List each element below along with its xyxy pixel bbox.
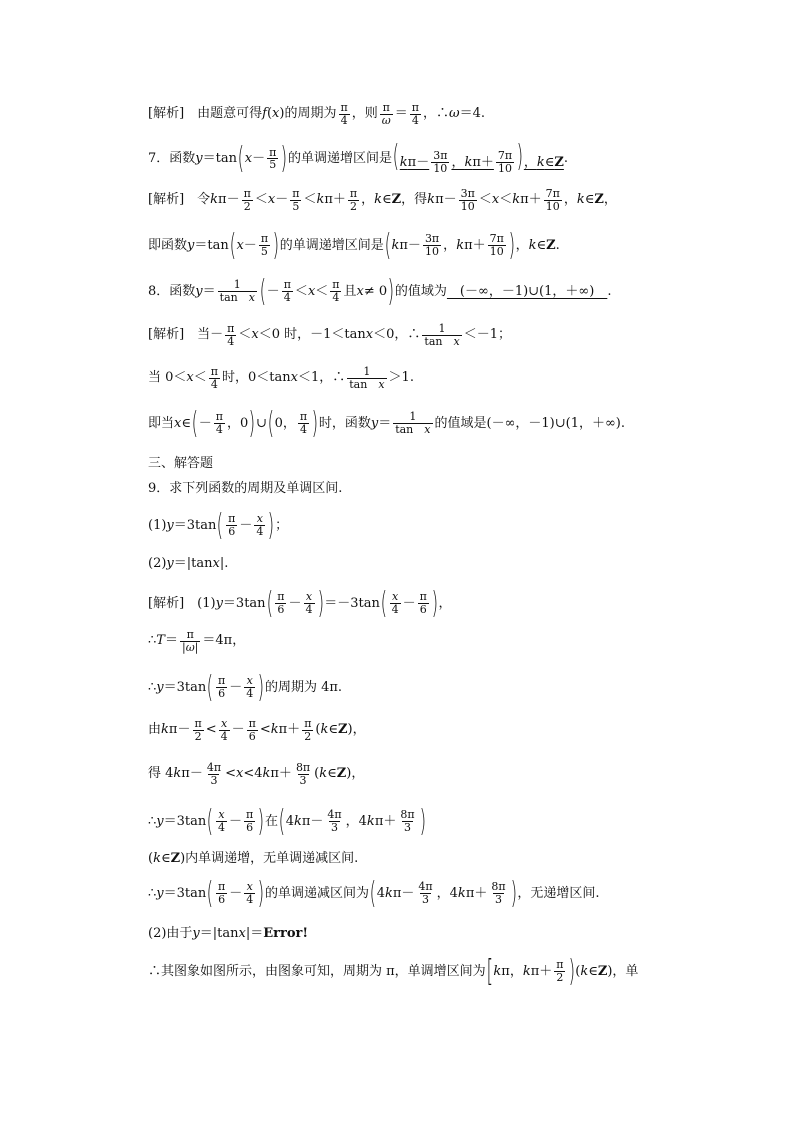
- analysis-line-1: [解析] 由题意可得 f ( x )的周期为 $\frac{\pi}{4}$ ，则 $\frac{\pi}{\omega}$ ＝ $\frac{\pi}{4}$ ，∴ ω ＝4.: [148, 101, 485, 127]
- analysis-line-6: [解析] 当－ $\frac{\pi}{4}$ ＜ x ＜0 时，－1＜tan x ＜0，∴ $\frac{1}{\text{tan x}}$ ＜－1；: [148, 322, 511, 348]
- analysis-line-3: [解析] 令 k π－ $\frac{\pi}{2}$ ＜ x － $\frac{\pi}{5}$ ＜ k π＋ $\frac{\pi}{2}$ ， k ∈ Z ，得 k π－ $\frac{3\pi}{10}$ ＜ x ＜ k π＋ $\frac{7\pi}{10}$ ， k ∈ Z ，: [148, 187, 617, 213]
- solution-line-8: ∴ y ＝3tan ( $\frac{\pi}{6}$ － $\frac{x}{4}$ ) 的单调递减区间为 ( 4 k π－ $\frac{4\pi}{3}$ ，4 k π＋ $\frac{8\pi}{3}$ ) ，无递增区间.: [148, 876, 600, 911]
- question-9: 9．求下列函数的周期及单调区间.: [148, 481, 343, 496]
- solution-line-6: ∴ y ＝3tan ( $\frac{x}{4}$ － $\frac{\pi}{6}$ ) 在 ( 4 k π－ $\frac{4\pi}{3}$ ，4 k π＋ $\frac{8\pi}{3}$ ): [148, 804, 426, 839]
- solution-line-5: 得 4 k π－ $\frac{4\pi}{3}$ < x <4 k π＋ $\frac{8\pi}{3}$ ( k ∈ Z )，: [148, 761, 365, 787]
- analysis-line-8: 即当 x ∈ ( － $\frac{\pi}{4}$ ，0 ) ∪ ( 0， $\frac{\pi}{4}$ ) 时，函数 y ＝ $\frac{1}{\text{tan x}}$ 的值域是(－∞，－1)∪(1，＋∞).: [148, 406, 626, 441]
- solution-line-10: ∴其图象如图所示，由图象可知，周期为 π，单调增区间为 [ k π， k π＋ $\frac{\pi}{2}$ ) ( k ∈ Z )，单: [148, 954, 639, 989]
- analysis-line-7: 当 0＜ x ＜ $\frac{\pi}{4}$ 时，0＜tan x ＜1，∴ $\frac{1}{\text{tan x}}$ ＞1.: [148, 365, 414, 391]
- question-9-part-1: (1) y ＝3tan ( $\frac{\pi}{6}$ － $\frac{x}{4}$ ) ；: [148, 508, 289, 543]
- analysis-line-4: 即函数 y ＝tan ( x － $\frac{\pi}{5}$ ) 的单调递增区间是 ( k π－ $\frac{3\pi}{10}$ ， k π＋ $\frac{7\pi}{10}$ ) ， k ∈ Z .: [148, 228, 560, 263]
- question-9-part-2: (2) y ＝|tan x |.: [148, 556, 229, 571]
- solution-line-2: ∴ T ＝ $\frac{\pi}{|\omega|}$ ＝4π，: [148, 628, 246, 654]
- question-7: 7．函数 y ＝tan ( x － $\frac{\pi}{5}$ ) 的单调递增区间是 (kπ－ $\frac{3\pi}{10}$ ，kπ＋ $\frac{7\pi}{10}$ )，k∈Z .: [148, 139, 569, 177]
- solution-line-7: ( k ∈ Z )内单调递增，无单调递减区间.: [148, 851, 359, 866]
- solution-line-4: 由 k π－ $\frac{\pi}{2}$ < $\frac{x}{4}$ － $\frac{\pi}{6}$ < k π＋ $\frac{\pi}{2}$ ( k ∈ Z )，: [148, 717, 366, 743]
- solution-line-9: (2)由于 y ＝|tan x |＝ Error!: [148, 926, 309, 941]
- section-heading: 三、解答题: [148, 456, 214, 471]
- solution-line-1: [解析] (1) y ＝3tan ( $\frac{\pi}{6}$ － $\frac{x}{4}$ ) ＝－3tan ( $\frac{x}{4}$ － $\frac{\pi}{6}$ ) ，: [148, 586, 452, 621]
- solution-line-3: ∴ y ＝3tan ( $\frac{\pi}{6}$ － $\frac{x}{4}$ ) 的周期为 4π.: [148, 670, 343, 705]
- question-8: 8．函数 y ＝ $\frac{1}{\text{tan x}}$ ( － $\frac{\pi}{4}$ ＜ x ＜ $\frac{\pi}{4}$ 且 x ≠ 0 ) 的值域为 (－∞，－1)∪(1，＋∞) .: [148, 274, 612, 309]
